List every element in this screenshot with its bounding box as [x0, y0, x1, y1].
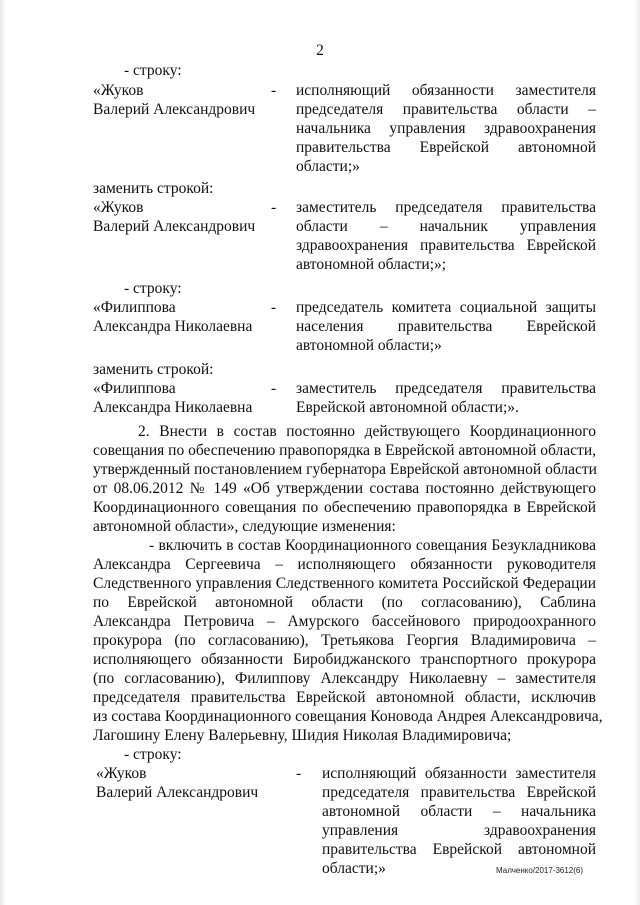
paragraph-line: председателя правительства Еврейской автономной области, исключив [93, 689, 596, 706]
intro-label: - строку: [124, 62, 182, 79]
dash-separator: - [296, 765, 302, 782]
paragraph-line: - включить в состав Координационного совещания Безукладникова [149, 537, 596, 554]
position-desc-line: области – начальник управления [296, 218, 596, 235]
position-desc-line: заместитель председателя правительства [296, 380, 596, 397]
position-desc-line: области;» [296, 158, 360, 175]
position-desc-line: заместитель председателя правительства [296, 199, 596, 216]
paragraph-line: Следственного управления Следственного комитета Российской Федерации [93, 575, 596, 592]
paragraph-line: из состава Координационного совещания Коновода Андрея Александровича, [93, 708, 603, 725]
paragraph-line: Координационного совещания по обеспечению правопорядка в Еврейской [93, 499, 596, 516]
person-name: Александра Николаевна [93, 399, 253, 416]
person-name: Валерий Александрович [96, 784, 259, 801]
scan-edge-right [634, 0, 640, 905]
paragraph-line: автономной области», следующие изменения: [93, 518, 396, 535]
position-desc-line: Еврейской автономной области;». [296, 399, 519, 416]
paragraph-line: утвержденный постановлением губернатора Еврейской автономной области [93, 461, 597, 478]
position-desc-line: исполняющий обязанности заместителя [296, 82, 596, 99]
paragraph-line: по Еврейской автономной области (по согласованию), Саблина [93, 594, 596, 611]
dash-separator: - [271, 82, 277, 99]
paragraph-line: от 08.06.2012 № 149 «Об утверждении состава постоянно действующего [93, 480, 596, 497]
position-desc-line: председателя правительства Еврейской [322, 784, 596, 801]
position-desc-line: председатель комитета социальной защиты [296, 299, 596, 316]
person-name: «Жуков [93, 199, 144, 216]
position-desc-line: области;» [322, 860, 386, 877]
person-name: «Жуков [93, 82, 144, 99]
document-code: Малченко/2017-3612(6) [496, 866, 584, 875]
person-name: «Филиппова [93, 299, 176, 316]
position-desc-line: правительства Еврейской автономной [296, 139, 596, 156]
replace-label: заменить строкой: [93, 180, 214, 197]
paragraph-line: Александра Петровича – Амурского бассейнового природоохранного [93, 613, 596, 630]
dash-separator: - [271, 380, 277, 397]
position-desc-line: автономной области – начальника [322, 803, 596, 820]
paragraph-line: Лагошину Елену Валерьевну, Шидия Николая Владимировича; [93, 727, 512, 744]
dash-separator: - [271, 199, 277, 216]
position-desc-line: автономной области;» [296, 337, 442, 354]
person-name: «Филиппова [93, 380, 176, 397]
intro-label: - строку: [124, 280, 182, 297]
position-desc-line: населения правительства Еврейской [296, 318, 596, 335]
person-name: «Жуков [96, 765, 147, 782]
person-name: Валерий Александрович [93, 218, 256, 235]
paragraph-line: 2. Внести в состав постоянно действующего Координационного [138, 423, 596, 440]
position-desc-line: здравоохранения правительства Еврейской [296, 237, 596, 254]
paragraph-line: прокурора (по согласованию), Третьякова Георгия Владимировича – [93, 632, 596, 649]
paragraph-line: исполняющего обязанности Биробиджанского транспортного прокурора [93, 651, 596, 668]
person-name: Александра Николаевна [93, 318, 253, 335]
position-desc-line: исполняющий обязанности заместителя [322, 765, 596, 782]
paragraph-line: (по согласованию), Филиппову Александру Николаевну – заместителя [93, 670, 596, 687]
page-number: 2 [316, 42, 324, 59]
replace-label: заменить строкой: [93, 361, 214, 378]
position-desc-line: начальника управления здравоохранения [296, 120, 596, 137]
scan-edge-left [0, 0, 6, 905]
paragraph-line: совещания по обеспечению правопорядка в Еврейской автономной области, [93, 442, 596, 459]
position-desc-line: председателя правительства области – [296, 101, 596, 118]
dash-separator: - [271, 299, 277, 316]
position-desc-line: правительства Еврейской автономной [322, 841, 596, 858]
position-desc-line: автономной области;»; [296, 256, 447, 273]
position-desc-line: управления здравоохранения [322, 822, 596, 839]
intro-label: - строку: [124, 746, 182, 763]
paragraph-line: Александра Сергеевича – исполняющего обязанности руководителя [93, 556, 596, 573]
person-name: Валерий Александрович [93, 101, 256, 118]
